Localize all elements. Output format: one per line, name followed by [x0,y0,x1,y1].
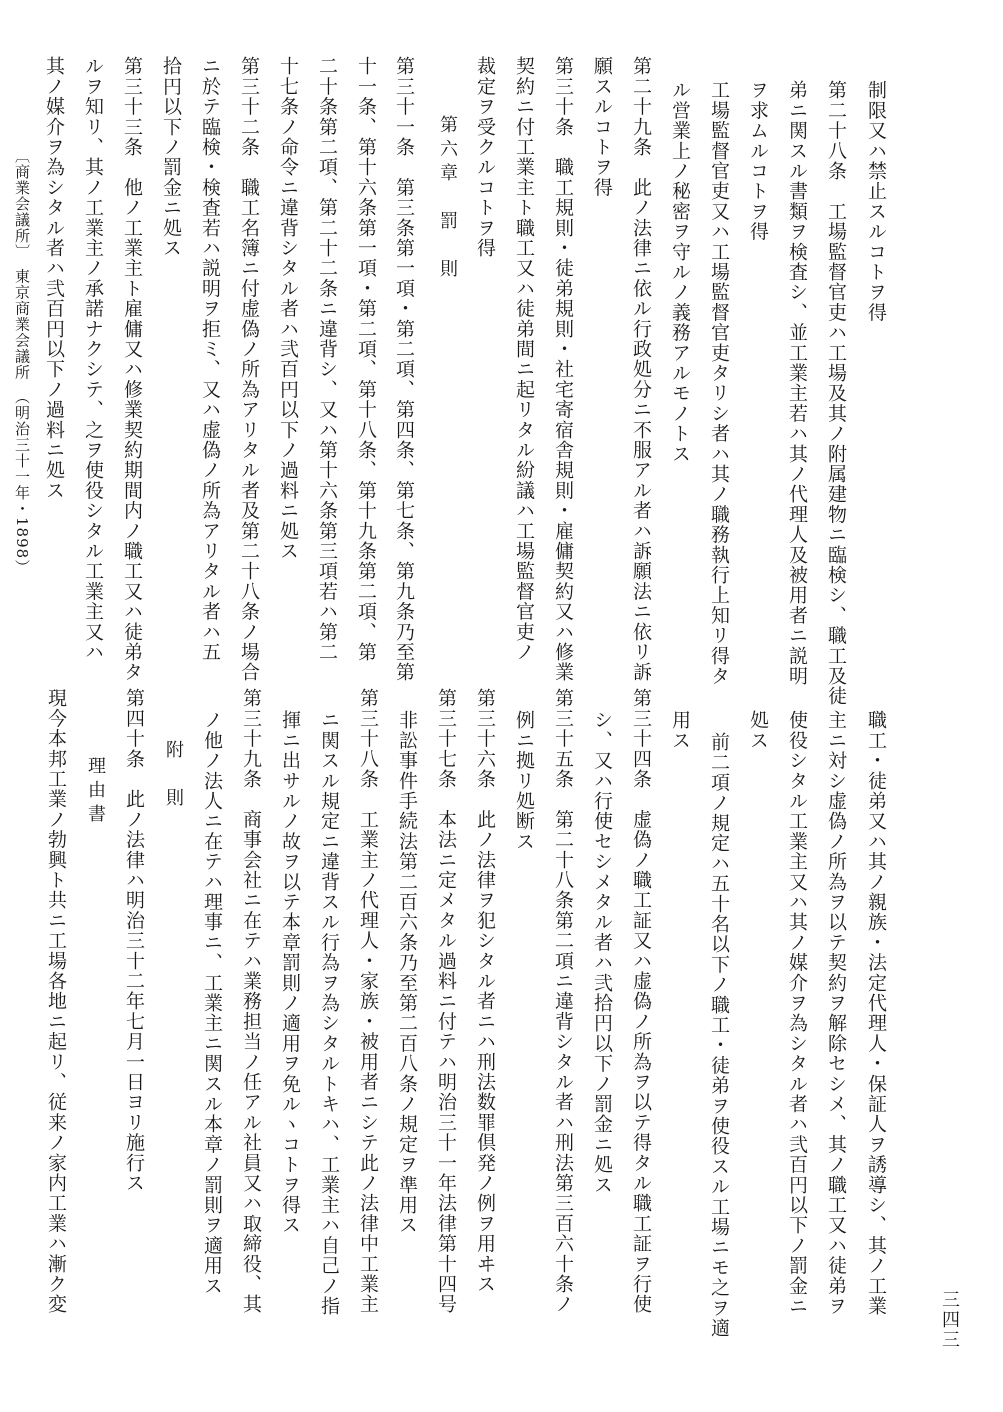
text-column: 第三十条 職工規則・徒弟規則・社宅寄宿舎規則・雇傭契約又ハ修業 [552,56,574,683]
text-column: 第二十九条 此ノ法律ニ依ル行政処分ニ不服アル者ハ訴願法ニ依リ訴 [630,56,652,683]
text-column: 十七条ノ命令ニ違背シタル者ハ弐百円以下ノ過料ニ処ス [277,56,299,561]
text-column: 職工・徒弟又ハ其ノ親族・法定代理人・保証人ヲ誘導シ、其ノ工業 [865,710,887,1316]
text-column: 第三十八条 工業主ノ代理人・家族・被用者ニシテ此ノ法律中工業主 [357,688,379,1315]
text-column: ル営業上ノ秘密ヲ守ルノ義務アルモノトス [669,80,691,464]
text-column: 其ノ媒介ヲ為シタル者ハ弐百円以下ノ過料ニ処ス [43,56,65,501]
text-column: 第三十一条 第三条第一項・第二項、第四条、第七条、第九条乃至第 [393,56,415,683]
text-column: 願スルコトヲ得 [591,56,613,198]
text-column: 前二項ノ規定ハ五十名以下ノ職工・徒弟ヲ使役スル工場ニモ之ヲ適 [708,732,730,1338]
text-column: ニ関スル規定ニ違背スル行為ヲ為シタルトキハ、工業主ハ自己ノ指 [318,710,340,1316]
text-column: 第三十二条 職工名簿ニ付虚偽ノ所為アリタル者及第二十八条ノ場合 [238,56,260,683]
text-column: 第三十三条 他ノ工業主ト雇傭又ハ修業契約期間内ノ職工又ハ徒弟タ [121,56,143,683]
supplementary-heading: 附 則 [163,740,184,812]
text-column: 第三十六条 此ノ法律ヲ犯シタル者ニハ刑法数罪倶発ノ例ヲ用ヰス [474,688,496,1294]
text-column: 第三十五条 第二十八条第二項ニ違背シタル者ハ刑法第三百六十条ノ [552,688,574,1315]
text-column: 第三十七条 本法ニ定メタル過料ニ付テハ明治三十一年法律第十四号 [435,688,457,1315]
text-column: 第二十八条 工場監督官吏ハ工場及其ノ附属建物ニ臨検シ、職工及徒 [825,80,847,707]
text-column: ルヲ知リ、其ノ工業主ノ承諾ナクシテ、之ヲ使役シタル工業主又ハ [82,56,104,662]
text-column: 二十条第二項、第二十二条ニ違背シ、又ハ第十六条第三項若ハ第二 [316,56,338,662]
text-column: 工場監督官吏又ハ工場監督官吏タリシ者ハ其ノ職務執行上知リ得タ [708,80,730,687]
text-column: 現今本邦工業ノ勃興ト共ニ工場各地ニ起リ、従来ノ家内工業ハ漸ク変 [45,688,67,1315]
text-column: ニ於テ臨検・検査若ハ説明ヲ拒ミ、又ハ虚偽ノ所為アリタル者ハ五 [199,56,221,662]
text-column: 拾円以下ノ罰金ニ処ス [160,56,182,258]
text-column: ヲ求ムルコトヲ得 [747,80,769,242]
text-column: 例ニ拠リ処断ス [513,710,535,852]
text-column: 第三十九条 商事会社ニ在テハ業務担当ノ任アル社員又ハ取締役、其 [240,688,262,1315]
text-column: 処ス [747,710,769,751]
page-number: 三四三 [939,1290,960,1350]
text-column: 第三十四条 虚偽ノ職工証又ハ虚偽ノ所為ヲ以テ得タル職工証ヲ行使 [630,688,652,1315]
chapter-heading: 第六章 罰 則 [437,115,458,283]
source-note: 〔商業会議所〕 東京商業会議所 （明治三十一年・1898） [13,148,31,576]
text-column: 第四十条 此ノ法律ハ明治三十二年七月一日ヨリ施行ス [123,688,145,1193]
reasons-heading: 理由書 [85,756,106,828]
text-column: 弟ニ関スル書類ヲ検査シ、並工業主若ハ其ノ代理人及被用者ニ説明 [786,80,808,686]
text-column: ノ他ノ法人ニ在テハ理事ニ、工業主ニ関スル本章ノ罰則ヲ適用ス [201,710,223,1296]
text-column: 裁定ヲ受クルコトヲ得 [474,56,496,258]
text-column: 制限又ハ禁止スルコトヲ得 [865,80,887,323]
text-column: シ、又ハ行使セシメタル者ハ弐拾円以下ノ罰金ニ処ス [591,710,613,1195]
text-column: 契約ニ付工業主ト職工又ハ徒弟間ニ起リタル紛議ハ工場監督官吏ノ [513,56,535,662]
text-column: 用ス [669,710,691,751]
text-column: 使役シタル工業主又ハ其ノ媒介ヲ為シタル者ハ弐百円以下ノ罰金ニ [786,710,808,1316]
text-column: 十一条、第十六条第一項・第二項、第十八条、第十九条第二項、第 [355,56,377,662]
text-column: 揮ニ出サルノ故ヲ以テ本章罰則ノ適用ヲ免ルヽコトヲ得ス [279,710,301,1236]
text-column: 非訟事件手続法第二百六条乃至第二百八条ノ規定ヲ準用ス [396,710,418,1236]
text-column: 主ニ対シ虚偽ノ所為ヲ以テ契約ヲ解除セシメ、其ノ職工又ハ徒弟ヲ [825,710,847,1316]
